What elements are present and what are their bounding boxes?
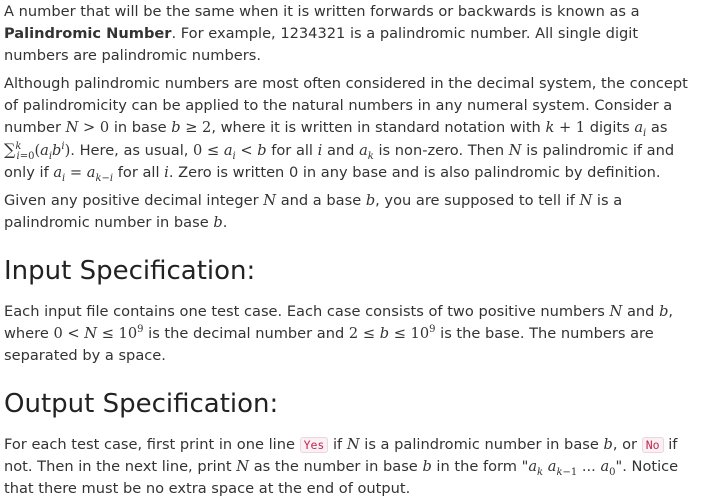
output-spec-heading: Output Specification: <box>4 389 279 419</box>
code-yes: Yes <box>300 437 329 453</box>
code-no: No <box>642 437 664 453</box>
term-palindromic-number: Palindromic Number <box>4 25 172 42</box>
output-spec-paragraph: For each test case, first print in one line Yes if N is a palindromic number in base b, or No if not. Then in the next line, print N as the number in base b in the form "$a_k$ $a_{k-1}$ ... $a_0$". Notice that there must be no extra space at the end of output. <box>4 436 679 497</box>
intro-paragraph-2: Although palindromic numbers are most often considered in the decimal system, the concept of palindromicity can be applied to the natural numbers in any numeral system. Consider a number N > 0 in base b ≥ 2, where it is written in standard notation with k + 1 digits $a_i$ as $\sum^k_{i=0}(a_ib^i)$. Here, as usual, $0 \le a_i < b$ for all i and $a_k$ is non-zero. Then N is palindromic if and only if $a_i = a_{k-i}$ for all i. Zero is written 0 in any base and is also palindromic by definition. <box>4 75 688 184</box>
input-spec-paragraph: Each input file contains one test case. Each case consists of two positive numbers N and b, where $0 < N \le 10^9$ is the decimal number and $2 \le b \le 10^9$ is the base. The numbers are separated by a space. <box>4 303 674 364</box>
intro-paragraph-3: Given any positive decimal integer N and a base b, you are supposed to tell if N is a palindromic number in base b. <box>4 192 623 231</box>
intro-paragraph-1: A number that will be the same when it is written forwards or backwards is known as a Palindromic Number. For example, 1234321 is a palindromic number. All single digit numbers are palindromic numbers. <box>4 3 640 64</box>
input-spec-heading: Input Specification: <box>4 256 256 286</box>
problem-statement <box>0 1 701 500</box>
